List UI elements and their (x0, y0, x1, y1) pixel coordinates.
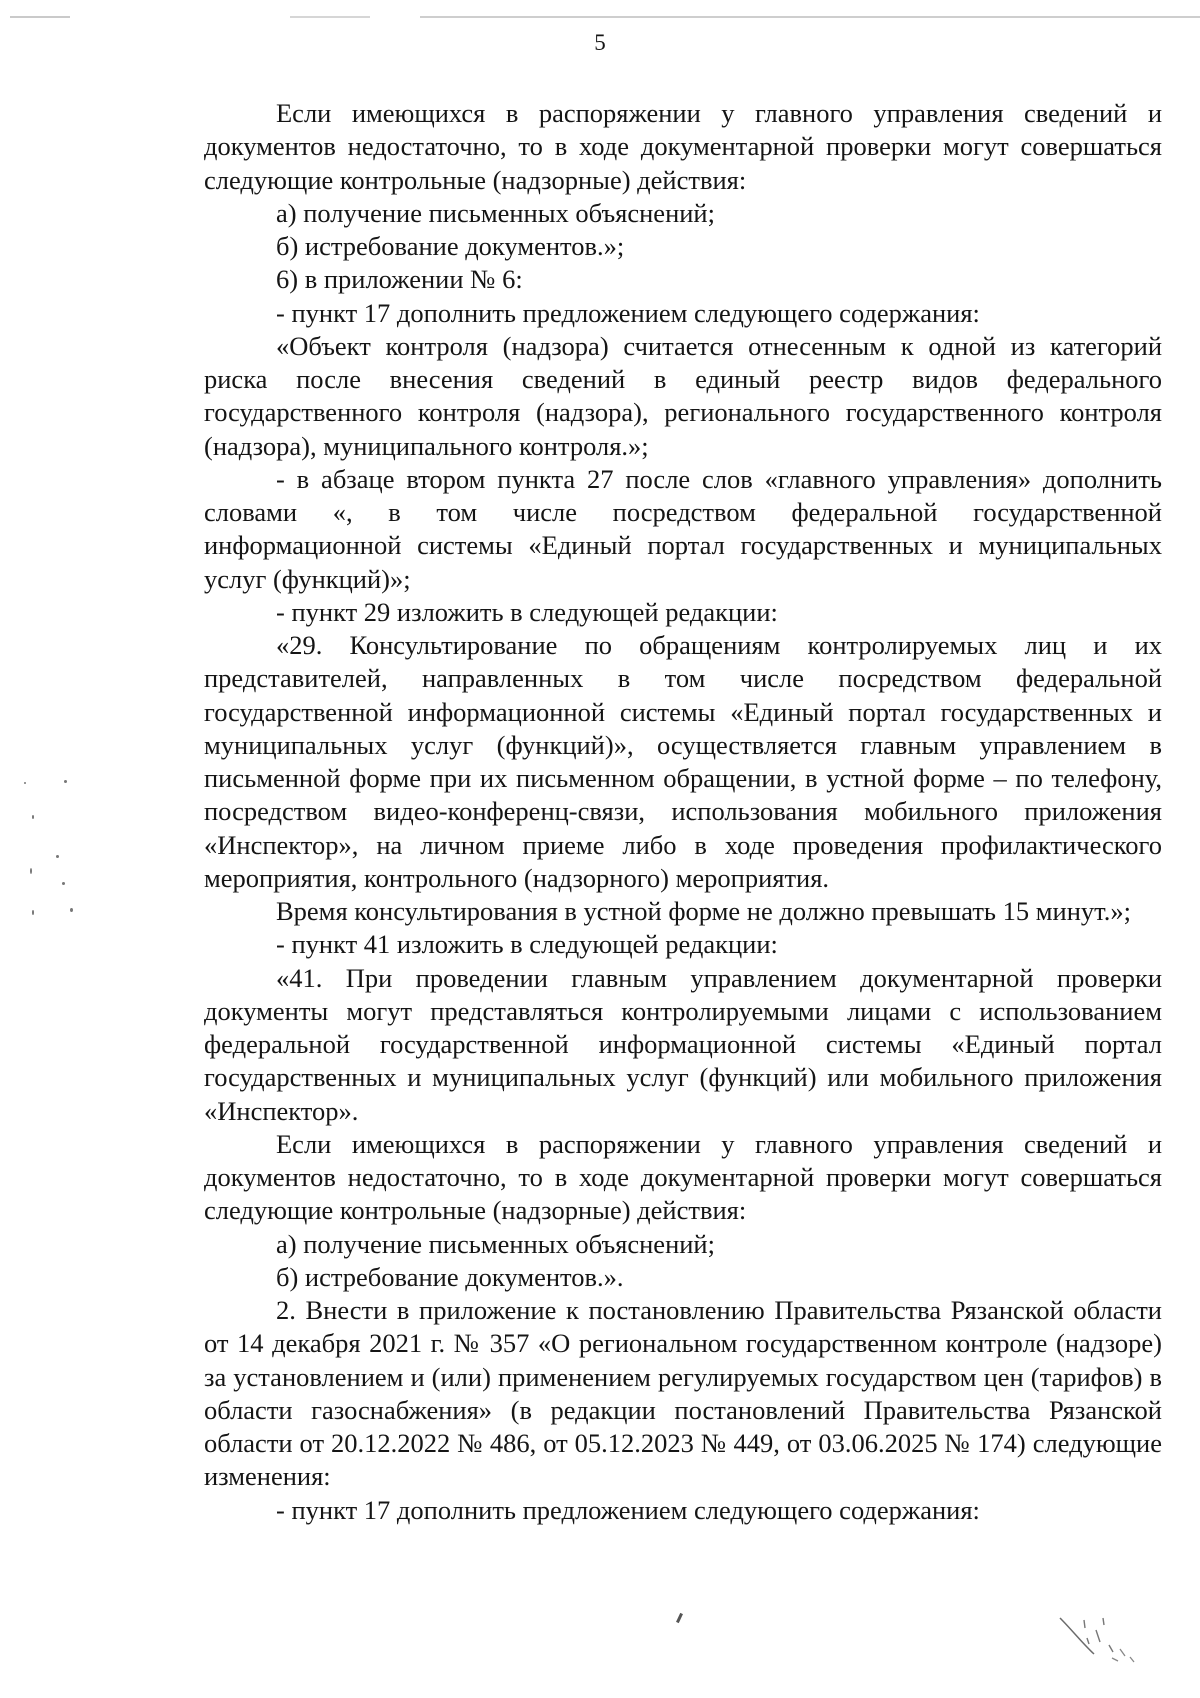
paragraph-consultation-time: Время консультирования в устной форме не должно превышать 15 минут.»; (276, 896, 1131, 926)
stray-mark (676, 1613, 683, 1623)
paragraph-item-41-text: «41. При проведении главным управлением документарной проверки документы могут представляться контролируемыми лицами с использованием федеральной государственной информационной системы «Единый портал государственных и муниципальных услуг (функций) или мобильного приложения «Инспектор». (204, 962, 1162, 1126)
paragraph-insufficient-documents: Если имеющихся в распоряжении у главного управления сведений и документов недостаточно, то в ходе документарной проверки могут совершаться следующие контрольные (надзорные) действия: (204, 98, 1162, 195)
corner-scribble-mark (1048, 1602, 1168, 1672)
scan-edge-line (0, 16, 1200, 18)
paragraph-item-29-text: «29. Консультирование по обращениям контролируемых лиц и их представителей, направленных в том числе посредством федеральной государственной информационной системы «Единый портал государственных и муниципальных услуг (функций)», осуществляется главным управлением в письменной форме при их письменном обращении, в устной форме – по телефону, посредством видео-конференц-связи, использования мобильного приложения «Инспектор», на личном приеме либо в ходе проведения профилактического мероприятия, контрольного (надзорного) мероприятия. (204, 630, 1162, 893)
paragraph-item-29-heading: - пункт 29 изложить в следующей редакции: (276, 596, 778, 627)
margin-scan-marks (14, 770, 84, 930)
list-item-written-explanations: а) получение письменных объяснений; (276, 197, 715, 228)
paragraph-insufficient-documents-repeat: Если имеющихся в распоряжении у главного управления сведений и документов недостаточно, то в ходе документарной проверки могут совершаться следующие контрольные (надзорные) действия: (204, 1128, 1162, 1226)
list-item-written-explanations-repeat: а) получение письменных объяснений; (276, 1228, 715, 1259)
paragraph-item-17-amend-second: - пункт 17 дополнить предложением следующего содержания: (276, 1494, 980, 1525)
list-item-document-request: б) истребование документов.»; (276, 231, 625, 261)
paragraph-item-17-amend: - пункт 17 дополнить предложением следующего содержания: (276, 297, 980, 328)
paragraph-item-41-heading: - пункт 41 изложить в следующей редакции: (276, 929, 778, 960)
paragraph-section-2: 2. Внести в приложение к постановлению Правительства Рязанской области от 14 декабря 2021 г. № 357 «О региональном государственном контроле (надзоре) за установлением и (или) применением регулируемых государством цен (тарифов) в области газоснабжения» (в редакции постановлений Правительства Рязанской области от 20.12.2022 № 486, от 05.12.2023 № 449, от 03.06.2025 № 174) следующие изменения: (204, 1295, 1162, 1492)
page-number: 5 (594, 30, 606, 55)
list-item-document-request-repeat: б) истребование документов.». (276, 1261, 624, 1292)
paragraph-appendix-6: 6) в приложении № 6: (276, 264, 523, 295)
paragraph-item-27-amend: - в абзаце втором пункта 27 после слов «главного управления» дополнить словами «, в том числе посредством федеральной государственной информационной системы «Единый портал государственных и муниципальных услуг (функций)»; (204, 463, 1162, 594)
paragraph-control-object-risk: «Объект контроля (надзора) считается отнесенным к одной из категорий риска после внесения сведений в единый реестр видов федерального государственного контроля (надзора), регионального государственного контроля (надзора), муниципального контроля.»; (204, 330, 1162, 461)
document-body (204, 97, 1162, 1527)
